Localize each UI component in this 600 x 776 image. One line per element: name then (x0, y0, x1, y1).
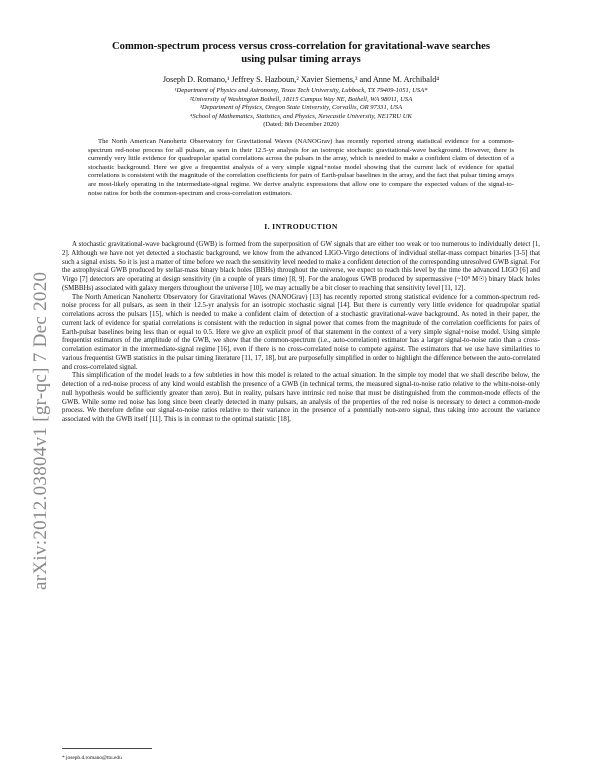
introduction-body (62, 241, 540, 425)
abstract: The North American Nanohertz Observatory for Gravitational Waves (NANOGrav) has recently reported strong statistical evidence for a common-spectrum red-noise process for all pulsars, as seen in their 12.5-yr analysis for an isotropic stochastic gravitational-wave background. However, there is currently very little evidence for quadrupolar spatial correlations across the pulsars in the array, which is needed to make a confident claim of detection of a stochastic background. Here we give a frequentist analysis of a very simple signal+noise model showing that the current lack of evidence for spatial correlations is consistent with the magnitude of the correlation coefficients for pairs of Earth-pulsar baselines in the array, and the fact that pulsar timing arrays are most-likely operating in the intermediate-signal regime. We derive analytic expressions that allow one to compare the expected values of the signal-to-noise ratios for both the common-spectrum and cross-correlation estimators. (88, 137, 514, 197)
paragraph-1: A stochastic gravitational-wave background (GWB) is formed from the superposition of GW signals that are either too weak or too numerous to individually detect [1, 2]. Although we have not yet detected a stochastic background, we know from the advanced LIGO-Virgo detections of individual stellar-mass compact binaries [3-5] that such a signal exists. So it is just a matter of time before we reach the sensitivity level needed to make a confident detection of the corresponding unresolved GWB signal. For the astrophysical GWB produced by stellar-mass binary black holes (BBHs) throughout the universe, we expect to reach this level by the time the advanced LIGO [6] and Virgo [7] detectors are operating at design sensitivity (in a couple of years time) [8, 9]. For the analogous GWB produced by supermassive (~10⁹ M☉) binary black holes (SMBBHs) associated with galaxy mergers throughout the universe [10], we may actually be a bit closer to reaching that sensitivity level [11, 12]. (62, 241, 541, 292)
footnote-email: * joseph.d.romano@ttu.edu (62, 755, 122, 761)
title-line-2: using pulsar timing arrays (241, 54, 361, 65)
paragraph-3: This simplification of the model leads to a few subtleties in how this model is related to the actual situation. In the simple toy model that we shall describe below, the detection of a red-noise process of any kind would establish the presence of a GWB (in technical terms, the measured signal-to-noise ratio relative to the white-noise-only null hypothesis would be sufficiently greater than zero). But in reality, pulsars have intrinsic red noise that must be distinguished from the common-mode effects of the GWB. While some red noise has long since been clearly detected in many pulsars, an analysis of the properties of the red noise is necessary to detect a common-mode process. We therefore define our signal-to-noise ratios relative to their variance in the presence of a potentially non-zero signal, thus taking into account the variance associated with the GWB itself [11]. This is in contrast to the optimal statistic [18], (62, 372, 540, 424)
section-heading-introduction: I. INTRODUCTION (264, 222, 338, 232)
affiliation-3: ³Department of Physics, Oregon State University, Corvallis, OR 97331, USA (199, 104, 403, 112)
affiliation-4: ⁴School of Mathematics, Statistics, and Physics, Newcastle University, NE17RU UK (190, 112, 412, 120)
paragraph-2: The North American Nanohertz Observatory for Gravitational Waves (NANOGrav) [13] has recently reported strong statistical evidence for a common-spectrum red-noise process for all pulsars, as seen in their 12.5-yr analysis for an isotropic stochastic signal [14]. But there is currently very little evidence for quadrupolar spatial correlations across the pulsars [15], which is needed to make a confident claim of detection of a stochastic gravitational-wave background. As noted in their paper, the current lack of evidence for spatial correlations is consistent with the reduction in signal power that comes from the magnitude of the correlation coefficients for pairs of Earth-pulsar baselines being less than or equal to 0.5. Here we give an explicit proof of that statement in the context of a very simple signal+noise model. Using simple frequentist estimators of the amplitude of the GWB, we show that the common-spectrum (i.e., auto-correlation) estimator has a larger signal-to-noise ratio than a cross-correlation estimator in the intermediate-signal regime [16], even if there is no cross-correlated noise to compete against. The estimators that we use have similarities to various frequentist GWB statistics in the pulsar timing literature [11, 17, 18], but are purposefully simplified in order to highlight the difference between the auto-correlated and cross-correlated signal. (62, 293, 540, 371)
affiliations (62, 87, 540, 121)
title-line-1: Common-spectrum process versus cross-correlation for gravitational-wave searches (112, 41, 490, 52)
paper-page (62, 40, 540, 425)
affiliation-1: ¹Department of Physics and Astronomy, Texas Tech University, Lubbock, TX 79409-1051, USA* (174, 87, 428, 94)
affiliation-2: ²University of Washington Bothell, 18115 Campus Way NE, Bothell, WA 98011, USA (189, 95, 413, 103)
dated-line: (Dated: 8th December 2020) (263, 121, 339, 129)
author-list: Joseph D. Romano,¹ Jeffrey S. Hazboun,² Xavier Siemens,³ and Anne M. Archibald⁴ (162, 75, 440, 84)
arxiv-stamp (14, 170, 51, 590)
arxiv-identifier: arXiv:2012.03804v1 [gr-qc] 7 Dec 2020 (30, 271, 51, 590)
footnote-rule (62, 748, 152, 749)
footnote (62, 748, 540, 761)
paper-title (62, 40, 540, 66)
